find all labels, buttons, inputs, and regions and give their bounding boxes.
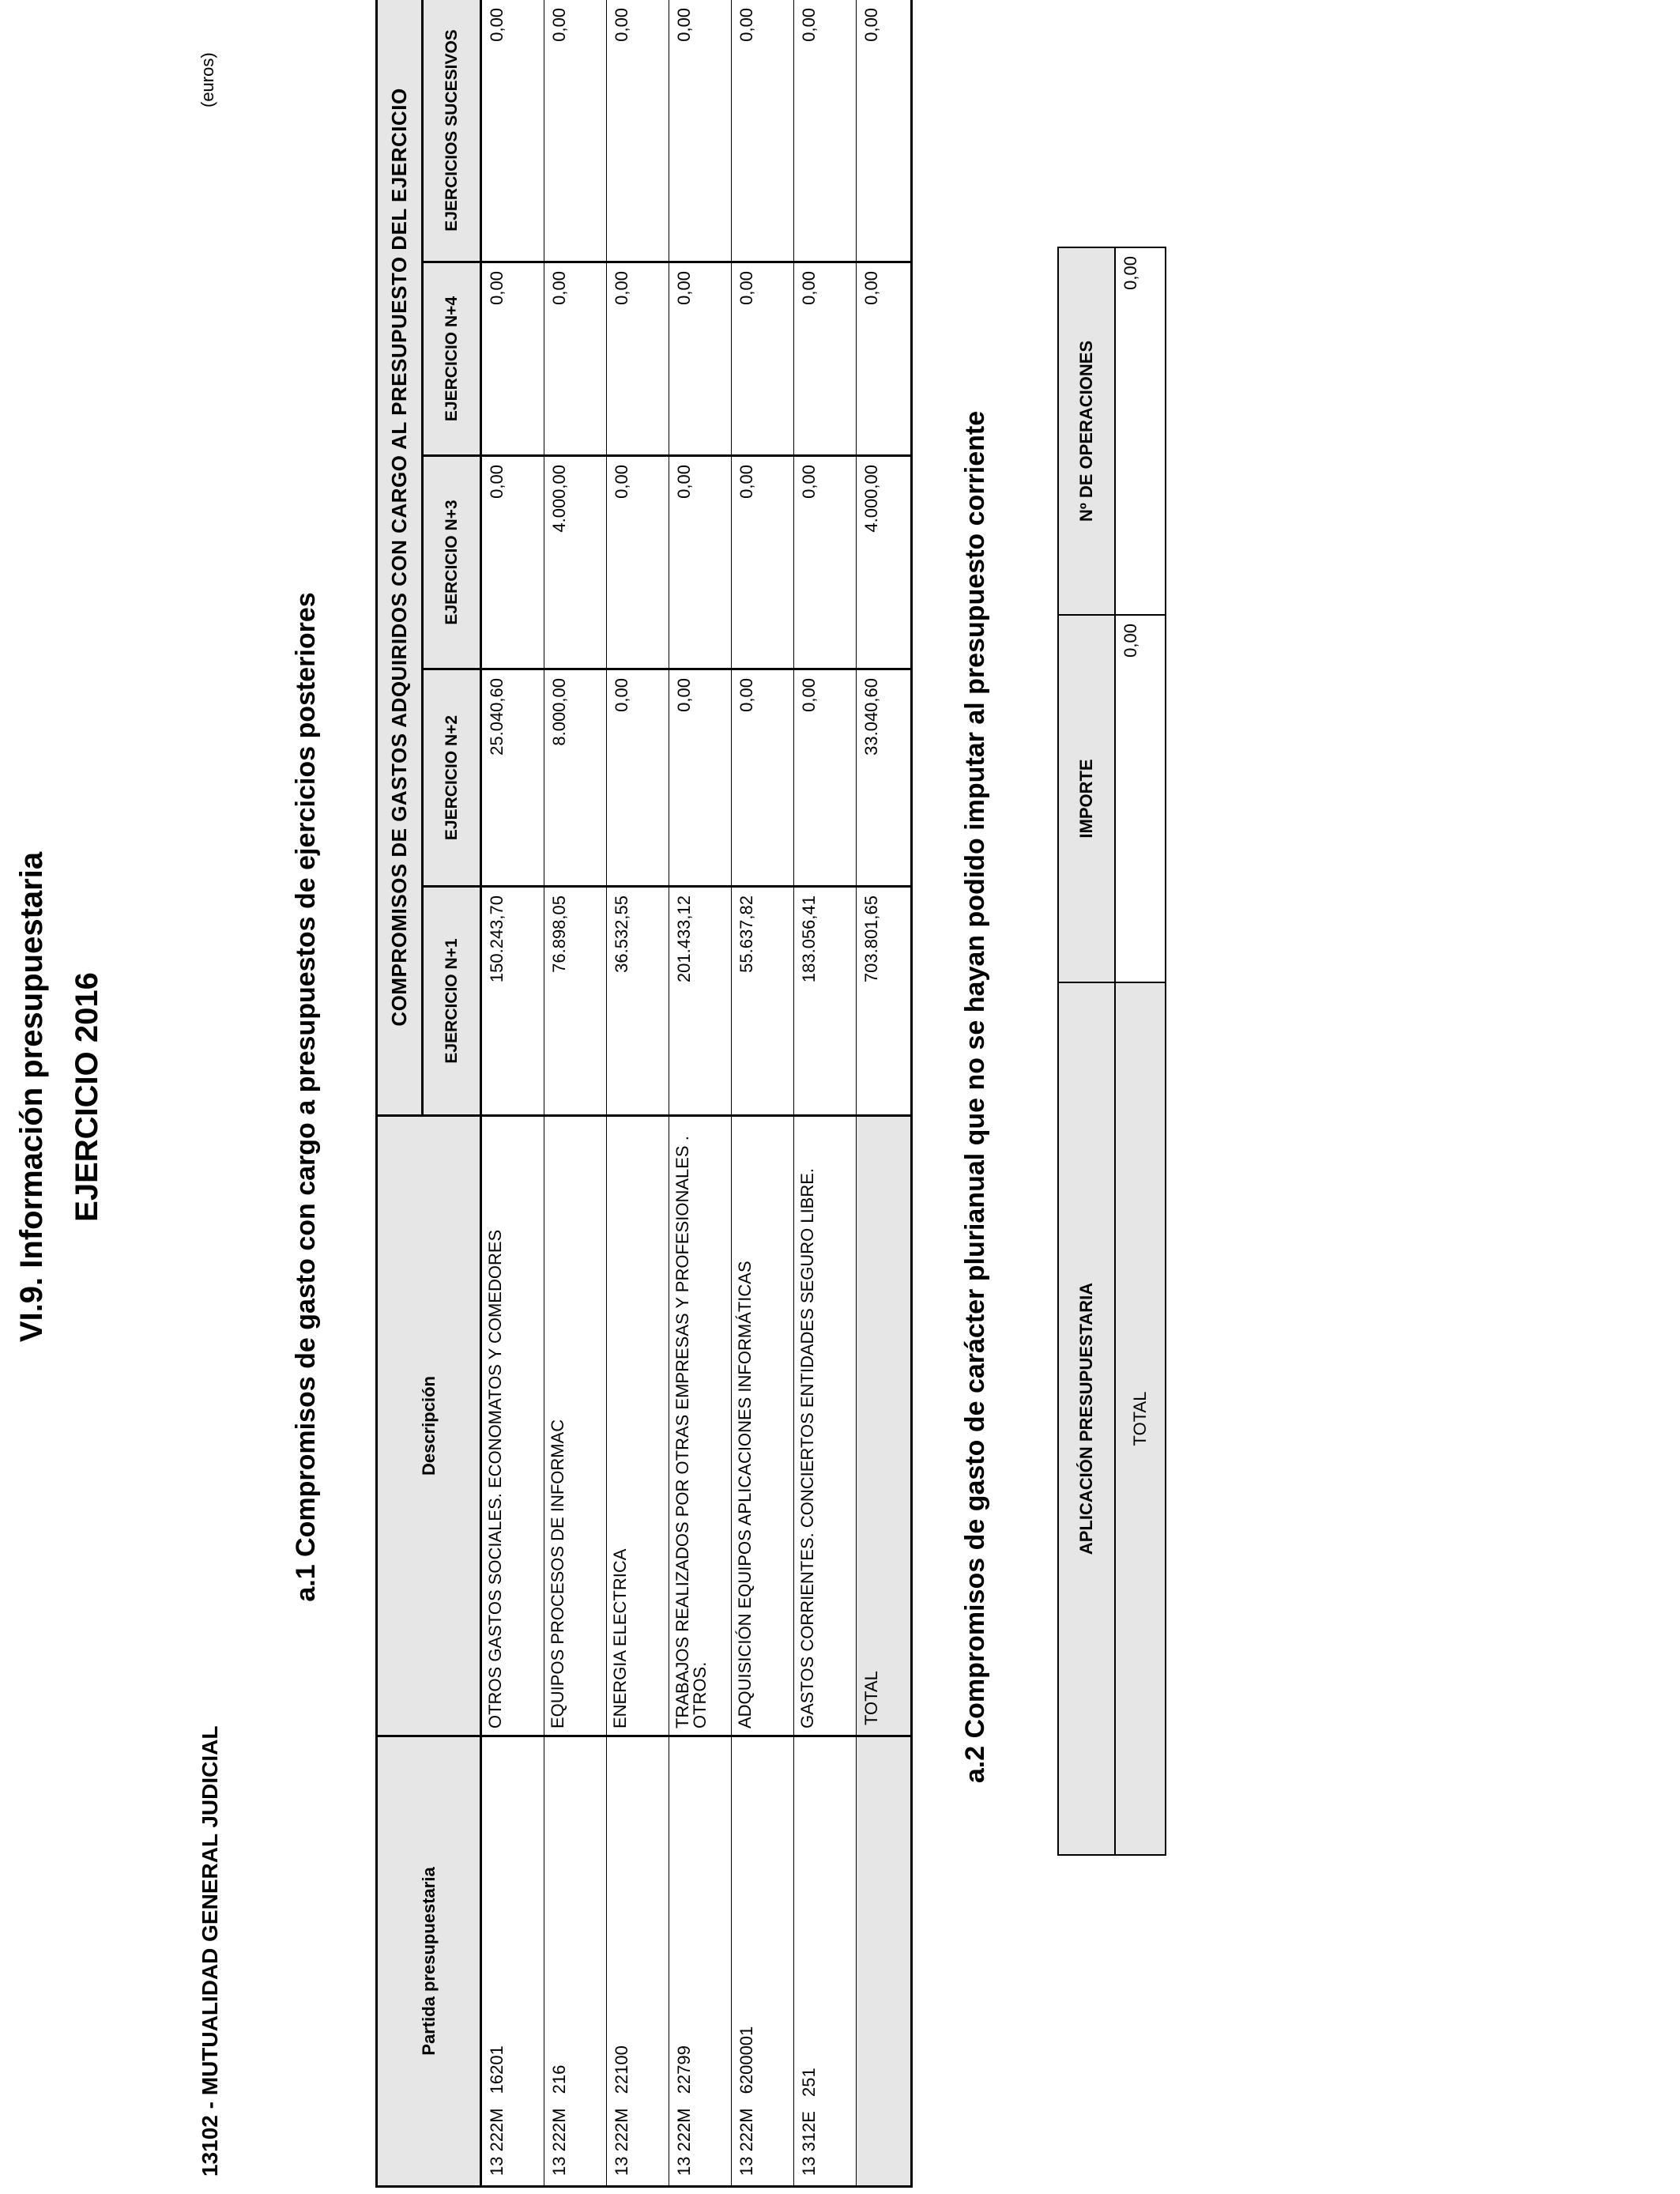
partida-number: 216 xyxy=(549,2064,569,2094)
n1-cell: 36.532,55 xyxy=(607,887,669,1116)
col-sucesivos-header: EJERCICIOS SUCESIVOS xyxy=(423,0,481,262)
sucesivos-cell: 0,00 xyxy=(732,0,794,262)
sucesivos-cell: 0,00 xyxy=(481,0,544,262)
partida-cell xyxy=(481,1736,544,2187)
description-cell: TRABAJOS REALIZADOS POR OTRAS EMPRESAS Y PROFESIONALES . OTROS. xyxy=(669,1116,732,1736)
page-subtitle: EJERCICIO 2016 xyxy=(70,972,104,1222)
plurianual-total-importe: 0,00 xyxy=(1115,615,1166,982)
n4-cell: 0,00 xyxy=(732,262,794,456)
n4-cell: 0,00 xyxy=(794,262,857,456)
total-label: TOTAL xyxy=(857,1116,912,1736)
partida-code: 13 222M xyxy=(736,2108,756,2176)
table-row xyxy=(481,0,544,2187)
partida-cell xyxy=(794,1736,857,2187)
col-n4-header: EJERCICIO N+4 xyxy=(423,262,481,456)
col-n2-header: EJERCICIO N+2 xyxy=(423,669,481,887)
sucesivos-cell: 0,00 xyxy=(669,0,732,262)
description-cell: ADQUISICIÓN EQUIPOS APLICACIONES INFORMÁTICAS xyxy=(732,1116,794,1736)
n3-cell: 0,00 xyxy=(481,456,544,669)
table-row xyxy=(544,0,607,2187)
n2-cell: 0,00 xyxy=(607,669,669,887)
n2-cell: 8.000,00 xyxy=(544,669,607,887)
n3-cell: 0,00 xyxy=(794,456,857,669)
partida-number: 22100 xyxy=(612,2045,631,2094)
n3-cell: 0,00 xyxy=(732,456,794,669)
partida-number: 6200001 xyxy=(736,2026,756,2094)
partida-cell xyxy=(607,1736,669,2187)
description-cell: GASTOS CORRIENTES. CONCIERTOS ENTIDADES SEGURO LIBRE. xyxy=(794,1116,857,1736)
partida-number: 251 xyxy=(799,2068,819,2098)
n3-cell: 0,00 xyxy=(669,456,732,669)
n2-cell: 0,00 xyxy=(732,669,794,887)
n4-cell: 0,00 xyxy=(544,262,607,456)
col-operaciones-header: Nº DE OPERACIONES xyxy=(1058,247,1115,615)
plurianual-header-row xyxy=(1058,247,1115,1855)
n1-cell: 76.898,05 xyxy=(544,887,607,1116)
section-a2-title: a.2 Compromisos de gasto de carácter plurianual que no se hayan podido imputar al presupuesto corriente xyxy=(960,410,990,1784)
table-row xyxy=(607,0,669,2187)
n4-cell: 0,00 xyxy=(607,262,669,456)
partida-number: 16201 xyxy=(487,2045,507,2094)
partida-code: 13 222M xyxy=(549,2108,569,2176)
total-row xyxy=(857,0,912,2187)
n1-cell: 183.056,41 xyxy=(794,887,857,1116)
partida-code: 13 222M xyxy=(612,2108,631,2176)
total-n3: 4.000,00 xyxy=(857,456,912,669)
description-cell: EQUIPOS PROCESOS DE INFORMAC xyxy=(544,1116,607,1736)
n2-cell: 0,00 xyxy=(669,669,732,887)
total-sucesivos: 0,00 xyxy=(857,0,912,262)
organism-label: 13102 - MUTUALIDAD GENERAL JUDICIAL xyxy=(198,1725,222,2177)
table-row xyxy=(732,0,794,2187)
total-n2: 33.040,60 xyxy=(857,669,912,887)
col-importe-header: IMPORTE xyxy=(1058,615,1115,982)
col-aplicacion-header: APLICACIÓN PRESUPUESTARIA xyxy=(1058,982,1115,1855)
partida-number: 22799 xyxy=(674,2045,694,2094)
partida-cell xyxy=(544,1736,607,2187)
n3-cell: 0,00 xyxy=(607,456,669,669)
plurianual-total-row xyxy=(1115,247,1166,1855)
n1-cell: 201.433,12 xyxy=(669,887,732,1116)
total-blank-cell xyxy=(857,1736,912,2187)
partida-code: 13 222M xyxy=(487,2108,507,2176)
partida-cell xyxy=(732,1736,794,2187)
table-header-row xyxy=(377,0,423,2187)
n3-cell: 4.000,00 xyxy=(544,456,607,669)
table-row xyxy=(794,0,857,2187)
n2-cell: 25.040,60 xyxy=(481,669,544,887)
n1-cell: 150.243,70 xyxy=(481,887,544,1116)
col-n1-header: EJERCICIO N+1 xyxy=(423,887,481,1116)
sucesivos-cell: 0,00 xyxy=(544,0,607,262)
commitments-table xyxy=(375,0,913,2188)
n2-cell: 0,00 xyxy=(794,669,857,887)
n1-cell: 55.637,82 xyxy=(732,887,794,1116)
partida-cell xyxy=(669,1736,732,2187)
plurianual-total-operaciones: 0,00 xyxy=(1115,247,1166,615)
page-title: VI.9. Información presupuestaria xyxy=(14,851,49,1343)
col-descripcion-header: Descripción xyxy=(377,1116,481,1736)
n4-cell: 0,00 xyxy=(669,262,732,456)
plurianual-total-label: TOTAL xyxy=(1115,982,1166,1855)
description-cell: ENERGIA ELECTRICA xyxy=(607,1116,669,1736)
units-label: (euros) xyxy=(198,52,217,107)
section-a1-title: a.1 Compromisos de gasto con cargo a presupuestos de ejercicios posteriores xyxy=(291,592,321,1602)
n4-cell: 0,00 xyxy=(481,262,544,456)
partida-code: 13 312E xyxy=(799,2111,819,2176)
description-cell: OTROS GASTOS SOCIALES. ECONOMATOS Y COMEDORES xyxy=(481,1116,544,1736)
table-row xyxy=(669,0,732,2187)
group-header: COMPROMISOS DE GASTOS ADQUIRIDOS CON CARGO AL PRESUPUESTO DEL EJERCICIO xyxy=(377,0,423,1116)
partida-code: 13 222M xyxy=(674,2108,694,2176)
col-n3-header: EJERCICIO N+3 xyxy=(423,456,481,669)
sucesivos-cell: 0,00 xyxy=(794,0,857,262)
sucesivos-cell: 0,00 xyxy=(607,0,669,262)
total-n1: 703.801,65 xyxy=(857,887,912,1116)
col-partida-header: Partida presupuestaria xyxy=(377,1736,481,2187)
total-n4: 0,00 xyxy=(857,262,912,456)
plurianual-table xyxy=(1057,247,1166,1856)
